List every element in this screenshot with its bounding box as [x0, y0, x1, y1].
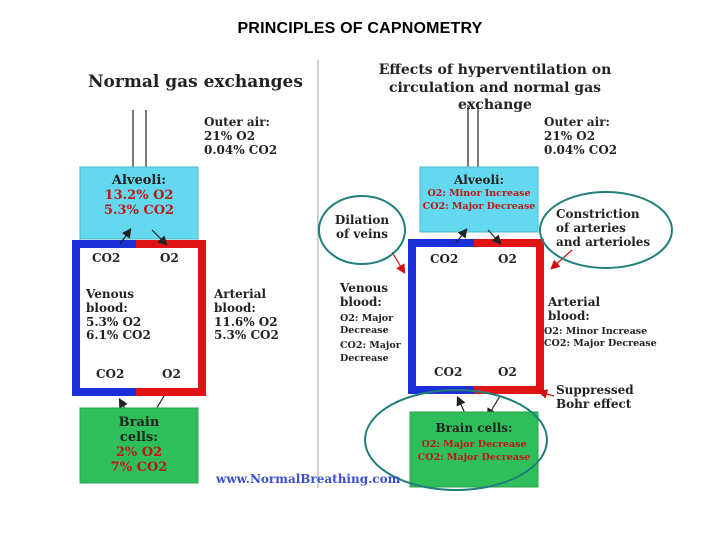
right-arterial-co2: CO2: Major Decrease [544, 337, 657, 349]
right-venous [340, 282, 401, 365]
right-brain-text [410, 420, 538, 465]
right-arterial-o2: O2: Minor Increase [544, 325, 648, 337]
right-brain-co2: CO2: Major Decrease [417, 452, 531, 463]
right-brain-o2: O2: Major Decrease [421, 439, 527, 451]
constriction-line-1: Constriction [556, 207, 640, 221]
bohr-line-2: Bohr effect [556, 396, 632, 411]
right-alveoli-label: Alveoli: [453, 173, 505, 187]
right-bottom-o2: O2 [498, 365, 517, 379]
left-arterial [214, 288, 279, 343]
right-top-co2: CO2 [430, 252, 459, 266]
right-outer-air-co2: 0.04% CO2 [544, 142, 618, 157]
right-heading-line-2: circulation and normal gas exchange [388, 79, 602, 113]
left-outer-air-label: Outer air: [204, 115, 270, 129]
left-brain-text [80, 416, 198, 476]
right-alveoli-co2: CO2: Major Decrease [422, 201, 536, 212]
right-outer-air [544, 116, 617, 157]
left-heading: Normal gas exchanges [88, 72, 303, 92]
left-arterial-label-2: blood: [214, 300, 256, 315]
right-outer-air-o2: 21% O2 [544, 128, 596, 143]
right-arterial [544, 295, 657, 350]
website-link[interactable]: www.NormalBreathing.com [216, 472, 401, 486]
left-arterial-label-1: Arterial [214, 287, 267, 301]
left-venous [86, 288, 151, 343]
dilation-line-2: of veins [336, 226, 388, 241]
left-brain-o2: 2% O2 [115, 444, 163, 460]
left-venous-label-1: Venous [86, 287, 135, 301]
left-venous-label-2: blood: [86, 300, 128, 315]
right-venous-o2-1: O2: Major [340, 312, 394, 324]
left-alveoli-co2: 5.3% CO2 [103, 202, 175, 218]
right-venous-label-2: blood: [340, 294, 382, 309]
right-bottom-co2: CO2 [434, 365, 463, 379]
left-alveoli-o2: 13.2% O2 [104, 187, 174, 203]
dilation-arrow [392, 252, 404, 272]
dilation-label [330, 214, 394, 242]
left-bottom-co2: CO2 [96, 367, 125, 381]
right-brain-label: Brain cells: [435, 421, 513, 435]
right-venous-o2-2: Decrease [340, 324, 389, 336]
page-title: PRINCIPLES OF CAPNOMETRY [237, 20, 483, 37]
right-heading [350, 62, 640, 115]
bohr-label [556, 384, 634, 412]
left-brain-label-1: Brain [118, 415, 160, 430]
left-outer-air-o2: 21% O2 [204, 128, 256, 143]
right-heading-line-1: Effects of hyperventilation on [378, 62, 612, 78]
right-alveoli-o2: O2: Minor Increase [427, 188, 531, 200]
left-bottom-o2: O2 [162, 367, 181, 381]
left-arterial-co2: 5.3% CO2 [214, 328, 279, 343]
right-venous-label-1: Venous [340, 281, 389, 295]
left-outer-air [204, 116, 277, 157]
right-outer-air-label: Outer air: [544, 115, 610, 129]
left-top-co2: CO2 [92, 251, 121, 265]
right-arterial-label-2: blood: [548, 308, 590, 323]
constriction-label [556, 208, 650, 249]
left-arterial-o2: 11.6% O2 [214, 314, 278, 329]
left-brain-label-2: cells: [119, 429, 159, 445]
left-alveoli-label: Alveoli: [111, 173, 167, 188]
constriction-line-2: of arteries [556, 220, 626, 235]
right-venous-co2-1: CO2: Major [340, 340, 401, 352]
left-outer-air-co2: 0.04% CO2 [204, 142, 278, 157]
right-arterial-label-1: Arterial [548, 295, 601, 309]
left-top-o2: O2 [160, 251, 179, 265]
right-top-o2: O2 [498, 252, 517, 266]
left-alveoli-text [80, 174, 198, 219]
left-venous-o2: 5.3% O2 [86, 314, 142, 329]
dilation-line-1: Dilation [334, 213, 390, 227]
constriction-line-3: and arterioles [556, 234, 651, 249]
right-venous-co2-2: Decrease [340, 352, 389, 364]
left-venous-co2: 6.1% CO2 [86, 328, 151, 343]
right-alveoli-text [420, 172, 538, 214]
left-brain-co2: 7% CO2 [110, 459, 168, 475]
bohr-line-1: Suppressed [556, 383, 634, 397]
